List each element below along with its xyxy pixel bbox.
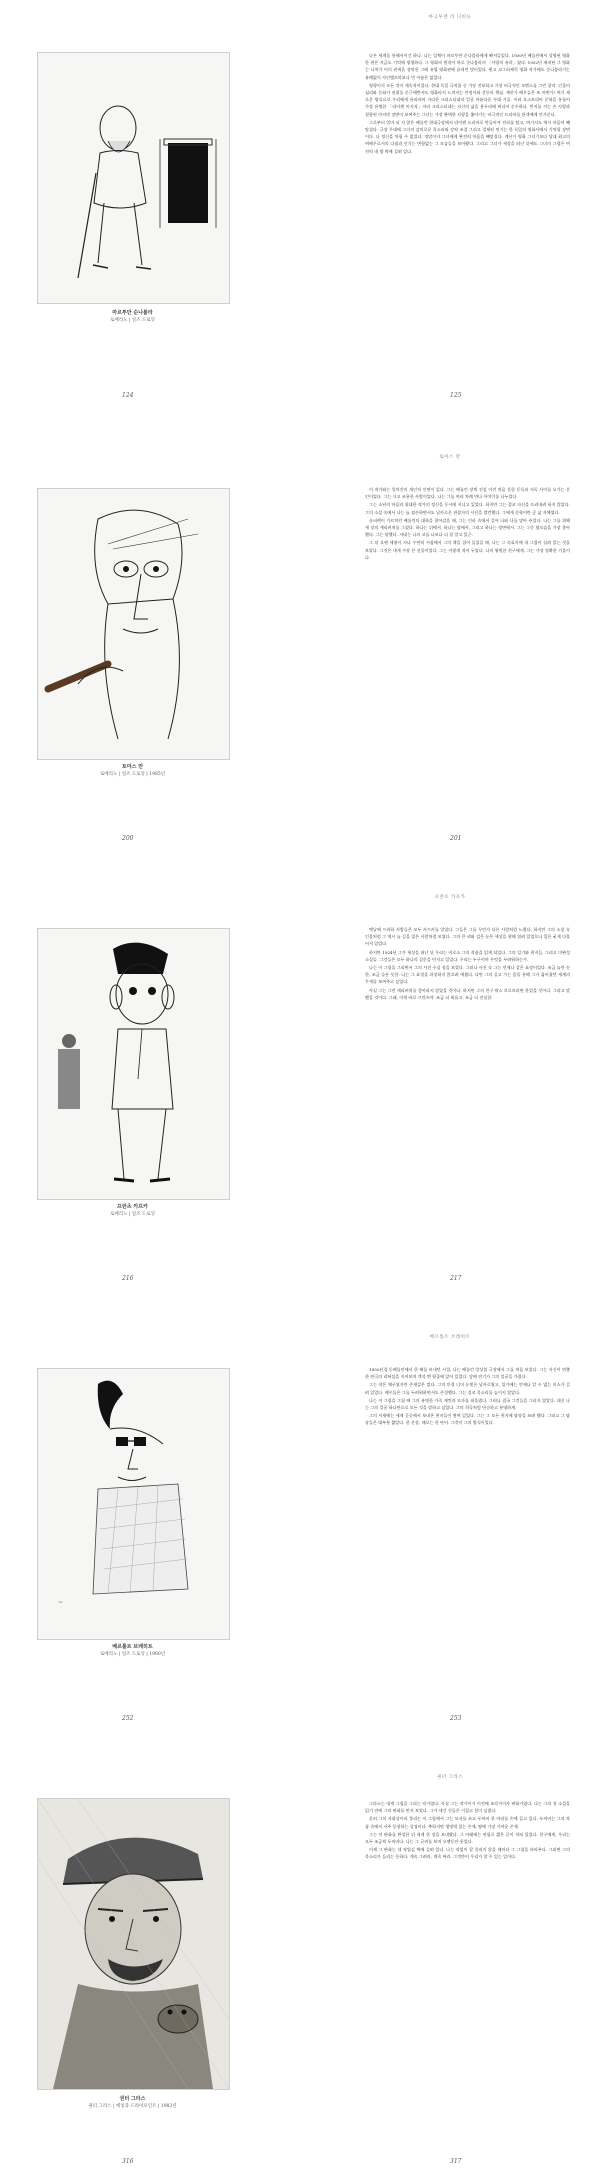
- caption-name: 프란츠 카프카: [117, 1204, 148, 1210]
- paragraph: 그는 소년의 마음과 위대한 작가의 정신을 동시에 지니고 있었다. 하지만 그는 결코 자신을 드러내려 하지 않았다. 그의 소설 속에서 나는 늘 겸손하면서도 날카로운 관찰자의 시선을 발견했다. 그에게 문학이란 곧 삶 자체였다.: [365, 502, 570, 515]
- right-page: [300, 440, 600, 855]
- paragraph: 그는 작은 체구였지만 존재감은 컸다. 그의 안경 너머 눈빛은 날카로웠고, 입가에는 언제나 알 수 없는 미소가 걸려 있었다. 배우들은 그를 두려워하면서도 존경했다. 그는 결코 목소리를 높이지 않았다.: [365, 1382, 570, 1395]
- caption: [37, 2096, 228, 2110]
- right-page: [300, 0, 600, 415]
- page-number: 253: [450, 1715, 462, 1722]
- body-text: [365, 1800, 570, 1862]
- page-number: 124: [122, 392, 134, 399]
- drawing: [38, 53, 229, 303]
- spread-3: [0, 880, 600, 1295]
- paragraph: 옛날에 프라하 사람들은 모두 카프카를 알았다. 그들은 그를 무언가 다른 사람처럼 느꼈다. 하지만 그의 소설 속 인물처럼 그 역시 늘 길을 잃은 사람처럼 보였다. 그의 큰 귀와 검은 눈은 세상을 향해 열려 있었으나 입은 굳게 다물어져 있었다.: [365, 927, 570, 947]
- paragraph: 이 작가와는 얼마간의 개인적 인연이 있다. 그는 베를린 장벽 건설 이전 처음 흔한 동독과 서독 사이를 오가는 문인이었다. 그는 크고 조용한 사람이었다. 나는 그를 여러 차례 만나 이야기를 나누었다.: [365, 487, 570, 500]
- running-header: 권터 그라스: [436, 1775, 464, 1780]
- body-text: [365, 52, 570, 156]
- spread-5: [0, 1760, 600, 2175]
- drawing: [38, 489, 229, 759]
- paragraph: 영향이지 모든 것이 세속적이었다. 현대 독일 극작품 중 가장 진보하고 가장 비극적인 모멘스를 그린 창작. 인물의 심리와 문화가 권위를 준근에반서도 영화라서 느껴지는 안정이와 갈등의 책임. 계산가 배우들은 또 어떤가! 여기 새로운 방식으로 우리에게 유리라며 거리한 크리스티네의 얼굴 아름다운 무대 거울. 이러 오스트리아 문학을 통틀어 가장 유명한 「라이겐 이지적」이라 크리스티네는 자신의 삶을 용두리에 버티어 순수하다. 반지를 끼는 손 사랑과 결합된 마지막 장면이 보여주는 그녀는 가장 완벽한 사랑을 쫓아가는 비극적인 드라마를 관객에게 안겨준다.: [365, 82, 570, 117]
- right-page: [300, 1320, 600, 1735]
- left-page: [0, 440, 300, 855]
- illustration-caricature-man-cane: [37, 52, 230, 304]
- paragraph: 사실 그는 그런 캐리커처를 좋아하지 않았을 것이다. 하지만 그의 친구 막스 브로트라면 웃었을 것이다. 그리고 말했을 것이다. 그래, 이게 바로 프란츠야. 조금 더 외롭고, 조금 더 진실한.: [365, 987, 570, 1000]
- illustration-caricature-kafka: [37, 928, 230, 1200]
- caption-meta: 로베리노 | 일즈 드로잉 | 1980년: [99, 1652, 166, 1657]
- running-header: 베르톨트 브레히트: [429, 1335, 471, 1340]
- spread-1: [0, 0, 600, 415]
- page-number: 125: [450, 392, 462, 399]
- caption: [37, 310, 228, 324]
- paragraph: 그 뒤 오랜 세월이 지나 우연히 서점에서 그의 책을 집어 들었을 때, 나는 그 속표지에 내 그림이 실려 있는 것을 보았다. 그것은 내게 가장 큰 선물이었다. 그는 이렇게 적어 두었다. 나의 영원한 친구에게, 그는 가장 정확한 거울이다.: [365, 540, 570, 560]
- page-number: 200: [122, 835, 134, 842]
- illustration-caricature-brecht: [37, 1368, 230, 1640]
- paragraph: 그의 서재에는 세계 곳곳에서 보내온 편지들이 쌓여 있었다. 그는 그 모든 편지에 답장을 쓰려 했다. 그리고 그 답장들은 대부분 짧았다. 한 문장, 때로는 한 단어. 그것이 그의 방식이었다.: [365, 1413, 570, 1426]
- paragraph: 흔히 그의 자화상이라 불리는 이 그림에서 그는 모자를 쓰고 두꺼비 한 마리를 손에 들고 있다. 두꺼비는 그의 작품 속에서 자주 등장하는 상징이다. 추하지만 생명력 있는 존재, 땅에 가장 가까운 존재.: [365, 1816, 570, 1829]
- spread-2: [0, 440, 600, 855]
- left-page: [0, 1760, 300, 2175]
- caption-name: 토마스 만: [121, 764, 144, 770]
- paragraph: 하지만 1924년 그가 세상을 떠난 뒤 우리는 비로소 그의 작품을 읽게 되었다. 그의 일기와 편지들, 그리고 미완성 소설들. 그것들은 모두 하나의 질문을 던지고 있었다. 우리는 누구이며 무엇을 두려워하는가.: [365, 949, 570, 962]
- paragraph: 다른 세계를 통해서이긴 하나, 나는 일찍이 마르투만 순나붐라에게 빠져들었다. 1930년 베를린에서 상영된 영화 한 편은 지금도 기억에 생생하다. 그 영화의 원작이 바로 순나붐라의 「사랑의 유희」였다. 1952년 재작된 그 영화는 나치가 이미 권력을 장악한 그때 유럽 영화관에 끝내린 빛이었다. 원고 코그러케릭 영화 작가에도 순나붐라기는 유례없이 자인텔르마보다 빈 이름은 없었다.: [365, 53, 570, 80]
- running-header: 마크투엔 라 디비뉴: [428, 15, 472, 20]
- paragraph: 그는 이 판화를 완성한 뒤 내게 한 장을 보내왔다. 그 아래에는 연필로 짧은 글이 적혀 있었다. 친구에게, 우리는 모두 조금씩 두꺼비다. 나는 그 글귀를 보며 오랫동안 웃었다.: [365, 1831, 570, 1845]
- running-header: 토마스 만: [439, 455, 461, 460]
- caption-name: 권터 그라스: [119, 2096, 146, 2102]
- paragraph: 1950년경 동베를린에서 한 해를 보내던 시절, 나는 베를린 앙상블 극장에서 그를 처음 보았다. 그는 자신이 연출한 연극의 리허설을 지켜보며 객석 맨 뒷줄에 앉아 있었다. 담배 연기가 그의 얼굴을 가렸다.: [365, 1367, 570, 1380]
- page-number: 316: [122, 2158, 134, 2165]
- caption-name: 마르투만 순나붐라: [112, 310, 153, 316]
- drawing: [38, 1369, 229, 1639]
- caption-meta: 로베리노 | 일즈 드로잉: [110, 1212, 155, 1217]
- right-page: [300, 1760, 600, 2175]
- running-header: 프란츠 카프카: [434, 895, 466, 900]
- page-number: 252: [122, 1715, 134, 1722]
- svg-text:~: ~: [58, 1599, 64, 1606]
- body-text: [365, 1366, 570, 1428]
- drawing: [38, 929, 229, 1199]
- paragraph: 슈퍼렌이 가르치던 베를린의 대학을 찾아갔을 때, 그는 인파 속에서 걸어 나와 나를 맞아 주었다. 나는 그를 위해 세 장의 캐리커처를 그렸다. 하나는 뒤에서, 하나는 옆에서, 그리고 하나는 정면에서. 그는 그중 옆모습을 가장 좋아했다. 그는 말했다. 자네는 나의 코를 나보다 더 잘 알고 있군.: [365, 517, 570, 538]
- drawing: [38, 1799, 229, 2089]
- caption-meta: 로베리노 | 일즈 드로잉 | 1985년: [99, 772, 166, 777]
- paragraph: 나는 이 그림을 그리면서 그의 사진 수십 장을 보았다. 그러나 사진 속 그는 언제나 같은 표정이었다. 조금 놀란 듯한, 조금 슬픈 듯한. 나는 그 표정을 과장하지 않으려 애썼다. 다만 그의 길고 가는 몸을 통해 그가 짊어졌던 세계의 무게를 보여주고 싶었다.: [365, 965, 570, 985]
- page-number: 216: [122, 1275, 134, 1282]
- body-text: [365, 926, 570, 1002]
- illustration-etching-grass: [37, 1798, 230, 2090]
- caption-meta: 권터 그라스 | 에칭과 드라이포인트 | 1983년: [88, 2104, 177, 2109]
- paragraph: 이제 그 판화는 내 작업실 벽에 걸려 있다. 나는 작업이 잘 풀리지 않을 때마다 그 그림을 바라본다. 그러면 그의 목소리가 들리는 듯하다. 계속 그려라, 계속 써라. 그것만이 우리가 할 수 있는 일이다.: [365, 1847, 570, 1860]
- page-number: 317: [450, 2158, 462, 2165]
- spread-4: [0, 1320, 600, 1735]
- paragraph: 그로부터 얼마 되 지 않은 베를린 현대극장에서 라이겐 드라마로 만들어져 전파를 탔고, 여기서도 역시 마음이 빼앗겼다. 극장 무대에 그녀의 감미로운 목소리와 강약 조절 그리고 절제된 연기는 한 독일의 영화사에서 기억될 장면이다. 나 정신을 차릴 수 없었다. 정말이지 그녀에게 완전히 마음을 빼앗겼다. 계산가 영화 그녀기보다 당대 최고의 여배우로서의 다짐과 인기는 변함없는 그 모습들을 보아왔다. 그리고 그녀가 세상을 떠난 뒤에도 그녀의 그림은 여전히 내 방 벽에 걸려 있다.: [365, 119, 570, 154]
- body-text: [365, 486, 570, 562]
- paragraph: 그라스는 내게 그림을 그리는 작가였다. 사실 그는 작가이기 이전에 조각가이자 판화가였다. 나는 그의 첫 소설을 읽기 전에 그의 판화를 먼저 보았다. 그가 새긴 선들은 거칠고 힘이 넘쳤다.: [365, 1801, 570, 1814]
- left-page: [0, 1320, 300, 1735]
- left-page: [0, 0, 300, 415]
- left-page: [0, 880, 300, 1295]
- caption: [37, 764, 228, 778]
- caption: [37, 1204, 228, 1218]
- right-page: [300, 880, 600, 1295]
- caption-meta: 로베리노 | 일즈 드로잉: [110, 318, 155, 323]
- caption-name: 베르톨트 브레히트: [112, 1644, 153, 1650]
- paragraph: 나는 이 그림을 그릴 때 그의 유명한 가죽 재킷과 모자를 떠올렸다. 그러나 결국 그것들을 그리지 않았다. 대신 나는 그의 얼굴 하나만으로 모든 것을 말하고 싶었다. 그의 희곡처럼 단순하고 분명하게.: [365, 1397, 570, 1411]
- caption: [37, 1644, 228, 1658]
- page-number: 217: [450, 1275, 462, 1282]
- illustration-caricature-thomas-mann: [37, 488, 230, 760]
- page-number: 201: [450, 835, 462, 842]
